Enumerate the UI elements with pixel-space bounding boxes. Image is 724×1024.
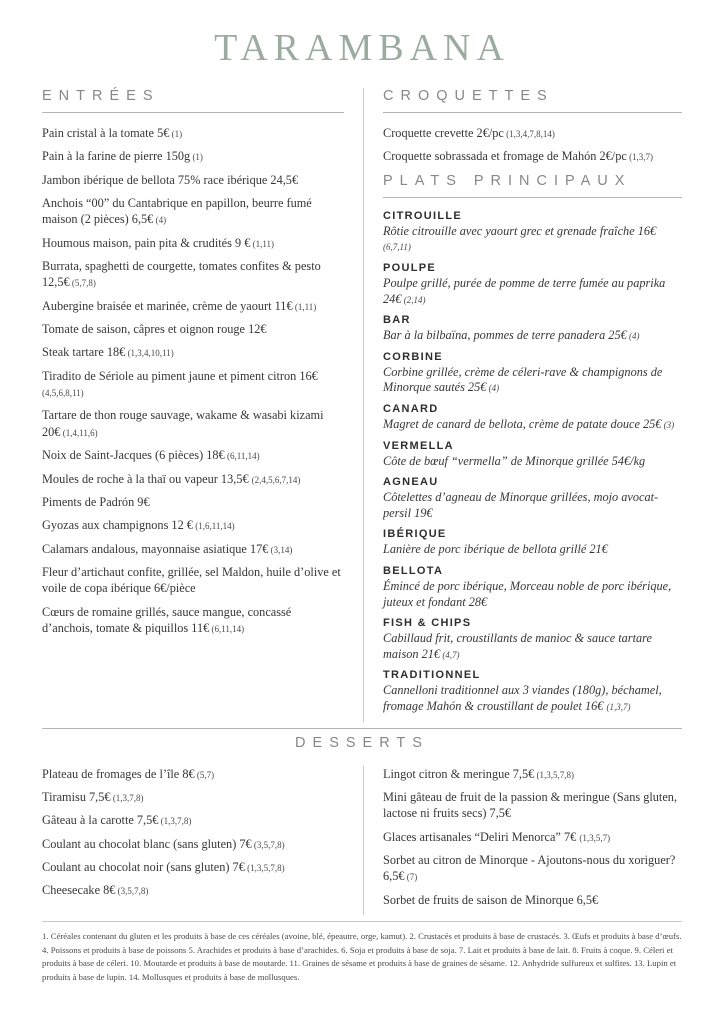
menu-item-text: Coulant au chocolat blanc (sans gluten) 7€ bbox=[42, 836, 252, 851]
plat-description bbox=[383, 276, 682, 307]
allergen-footnotes: 1. Céréales contenant du gluten et les produits à base de ces céréales (avoine, blé, épeautre, orge, kamut). 2. Crustacés et produits à base de crustacés. 3. Œufs et produits à base d’œufs. 4. Poissons et produits à base de poissons 5. Arachides et produits à base d’arachides. 6. Soja et produits à base de soja. 7. Lait et produits à base de lait. 8. Fruits à coque. 9. Céleri et produits à base de céleri. 10. Moutarde et produits à base de moutarde. 11. Graines de sésame et produits à base de graines de sésame. 12. Anhydride sulfureux et sulfites. 13. Lupin et produits à base de lupin. 14. Mollusques et produits à base de mollusques. bbox=[42, 931, 682, 982]
plat-description bbox=[383, 683, 682, 714]
allergen-codes: (1) bbox=[190, 152, 203, 163]
plat-name: BAR bbox=[383, 314, 411, 327]
menu-item bbox=[383, 125, 682, 141]
menu-item bbox=[42, 564, 344, 597]
menu-item bbox=[383, 852, 682, 885]
menu-item-text: Burrata, spaghetti de courgette, tomates confites & pesto 12,5€ bbox=[42, 259, 321, 290]
allergen-codes: (1,6,11,14) bbox=[192, 521, 235, 532]
plat-name: AGNEAU bbox=[383, 476, 439, 489]
plats-items-list bbox=[383, 210, 682, 715]
allergen-codes: (3,5,7,8) bbox=[115, 886, 149, 897]
menu-item-text: Jambon ibérique de bellota 75% race ibérique 24,5€ bbox=[42, 172, 299, 187]
menu-main bbox=[42, 88, 682, 722]
plats-principaux-section bbox=[383, 173, 682, 715]
plat-desc-text: Magret de canard de bellota, crème de patate douce 25€ bbox=[383, 416, 662, 431]
desserts-header bbox=[42, 734, 682, 752]
plat-item bbox=[383, 565, 682, 610]
allergen-codes: (1,3,7) bbox=[626, 152, 654, 163]
allergen-codes: (1,11) bbox=[292, 301, 317, 312]
menu-item bbox=[42, 517, 344, 533]
plat-name: BELLOTA bbox=[383, 565, 444, 577]
menu-item bbox=[42, 258, 344, 291]
menu-item bbox=[42, 172, 344, 188]
croquettes-underline bbox=[383, 112, 682, 113]
allergen-codes: (5,7,8) bbox=[69, 278, 96, 289]
menu-item bbox=[383, 892, 682, 908]
desserts-column-divider bbox=[363, 766, 364, 915]
plat-item bbox=[383, 351, 682, 396]
plat-desc-text: Corbine grillée, crème de céleri-rave & champignons de Minorque sautés 25€ bbox=[383, 364, 663, 395]
menu-item bbox=[42, 344, 344, 360]
menu-item bbox=[42, 882, 344, 898]
menu-item-text: Croquette sobrassada et fromage de Mahón 2€/pc bbox=[383, 149, 627, 164]
menu-item bbox=[42, 407, 344, 440]
plat-desc-text: Côtelettes d’agneau de Minorque grillées, mojo avocat-persil 19€ bbox=[383, 490, 659, 520]
menu-item-text: Calamars andalous, mayonnaise asiatique 17€ bbox=[42, 541, 269, 556]
plat-name: CITROUILLE bbox=[383, 209, 462, 222]
menu-item-text: Anchois “00” du Cantabrique en papillon, beurre fumé maison (2 pièces) 6,5€ bbox=[42, 196, 312, 227]
plat-item bbox=[383, 440, 682, 470]
entrees-title: ENTRÉES bbox=[42, 88, 160, 104]
plat-name: CANARD bbox=[383, 402, 439, 415]
plat-description bbox=[383, 224, 682, 255]
menu-item bbox=[42, 321, 344, 337]
menu-item bbox=[42, 368, 344, 401]
menu-item-text: Steak tartare 18€ bbox=[42, 345, 126, 360]
allergen-codes: (2,4,5,6,7,14) bbox=[251, 474, 301, 485]
plat-description bbox=[383, 417, 682, 433]
menu-item bbox=[42, 148, 344, 164]
menu-item-text: Cœurs de romaine grillés, sauce mangue, concassé d’anchois, tomate & piquillos 11€ bbox=[42, 604, 292, 635]
allergen-codes: (4) bbox=[486, 383, 500, 394]
desserts-left-list bbox=[42, 766, 344, 915]
croquettes-section bbox=[383, 88, 682, 165]
plat-description bbox=[383, 631, 682, 662]
allergen-codes: (4,7) bbox=[440, 649, 460, 660]
entrees-underline bbox=[42, 112, 344, 113]
plats-underline bbox=[383, 197, 682, 198]
menu-item-text: Mini gâteau de fruit de la passion & meringue (Sans gluten, lactose ni fruits secs) 7,5€ bbox=[383, 790, 678, 821]
allergen-codes: (1,3,5,7) bbox=[579, 832, 611, 843]
allergen-codes: (1) bbox=[169, 129, 183, 139]
menu-item bbox=[42, 859, 344, 875]
menu-item-text: Lingot citron & meringue 7,5€ bbox=[383, 766, 535, 781]
menu-item-text: Coulant au chocolat noir (sans gluten) 7€ bbox=[42, 860, 245, 875]
menu-item bbox=[42, 836, 344, 852]
plat-name: VERMELLA bbox=[383, 439, 454, 452]
allergen-codes: (4,5,6,8,11) bbox=[42, 388, 84, 399]
menu-item-text: Piments de Padrón 9€ bbox=[42, 494, 150, 509]
menu-item bbox=[42, 812, 344, 828]
plat-desc-text: Rôtie citrouille avec yaourt grec et grenade fraîche 16€ bbox=[383, 223, 657, 238]
allergen-codes: (6,7,11) bbox=[383, 242, 411, 253]
allergen-codes: (1,3,7,8) bbox=[110, 793, 144, 803]
menu-item bbox=[42, 298, 344, 314]
menu-item-text: Tiradito de Sériole au piment jaune et piment citron 16€ bbox=[42, 368, 318, 383]
allergen-codes: (1,3,5,7,8) bbox=[534, 769, 575, 780]
plat-item bbox=[383, 262, 682, 307]
plat-item bbox=[383, 617, 682, 662]
menu-item bbox=[42, 494, 344, 510]
allergen-codes: (6,11,14) bbox=[209, 623, 245, 634]
allergen-codes: (3,5,7,8) bbox=[251, 839, 285, 850]
allergen-codes: (4) bbox=[626, 331, 640, 342]
entrees-items-list bbox=[42, 125, 344, 636]
menu-item bbox=[383, 829, 682, 845]
menu-item bbox=[42, 541, 344, 557]
menu-item-text: Glaces artisanales “Deliri Menorca” 7€ bbox=[383, 829, 580, 844]
allergen-codes: (1,3,4,7,8,14) bbox=[503, 129, 555, 139]
plat-description bbox=[383, 579, 682, 610]
plats-title: PLATS PRINCIPAUX bbox=[383, 172, 632, 189]
plat-desc-text: Émincé de porc ibérique, Morceau noble de porc ibérique, juteux et fondant 28€ bbox=[383, 579, 672, 609]
menu-item-text: Sorbet de fruits de saison de Minorque 6,5€ bbox=[383, 892, 599, 907]
restaurant-logo: TARAMBANA bbox=[214, 27, 510, 69]
menu-item-text: Cheesecake 8€ bbox=[42, 883, 116, 898]
menu-item-text: Tomate de saison, câpres et oignon rouge 12€ bbox=[42, 322, 267, 337]
menu-item bbox=[42, 125, 344, 141]
menu-item bbox=[42, 195, 344, 228]
plat-desc-text: Côte de bœuf “vermella” de Minorque grillée 54€/kg bbox=[383, 453, 646, 468]
menu-item bbox=[42, 447, 344, 463]
plat-description bbox=[383, 328, 682, 344]
menu-item-text: Pain cristal à la tomate 5€ bbox=[42, 126, 170, 140]
desserts-section bbox=[42, 766, 682, 915]
menu-item-text: Moules de roche à la thaï ou vapeur 13,5€ bbox=[42, 471, 252, 486]
menu-item-text: Croquette crevette 2€/pc bbox=[383, 126, 504, 140]
allergen-codes: (7) bbox=[404, 872, 418, 883]
plat-description bbox=[383, 490, 682, 521]
croquettes-items-list bbox=[383, 125, 682, 165]
menu-item-text: Tartare de thon rouge sauvage, wakame & wasabi kizami 20€ bbox=[42, 408, 324, 439]
allergen-codes: (1,3,5,7,8) bbox=[244, 863, 285, 874]
menu-item-text: Houmous maison, pain pita & crudités 9 € bbox=[42, 235, 251, 250]
menu-item-text: Tiramisu 7,5€ bbox=[42, 790, 111, 804]
plat-item bbox=[383, 476, 682, 521]
plat-name: POULPE bbox=[383, 261, 437, 274]
menu-item-text: Gâteau à la carotte 7,5€ bbox=[42, 813, 159, 828]
menu-item-text: Noix de Saint-Jacques (6 pièces) 18€ bbox=[42, 448, 225, 463]
desserts-separator-line bbox=[42, 728, 682, 729]
menu-item bbox=[42, 604, 344, 637]
menu-item-text: Plateau de fromages de l’île 8€ bbox=[42, 766, 195, 781]
croquettes-title: CROQUETTES bbox=[383, 88, 554, 104]
menu-item-text: Sorbet au citron de Minorque - Ajoutons-nous du xoriguer? 6,5€ bbox=[383, 853, 676, 884]
plat-desc-text: Lanière de porc ibérique de bellota grillé 21€ bbox=[383, 542, 608, 557]
footnotes-separator-line bbox=[42, 921, 682, 922]
allergen-codes: (1,3,4,10,11) bbox=[125, 348, 174, 359]
menu-item bbox=[383, 148, 682, 164]
allergen-codes: (1,3,7) bbox=[606, 702, 631, 713]
allergen-codes: (1,4,11,6) bbox=[60, 427, 98, 438]
menu-item bbox=[383, 789, 682, 822]
right-column bbox=[383, 88, 682, 722]
allergen-codes: (5,7) bbox=[194, 769, 215, 780]
menu-item bbox=[383, 766, 682, 782]
desserts-title: DESSERTS bbox=[295, 734, 429, 751]
menu-item bbox=[42, 789, 344, 805]
plat-desc-text: Bar à la bilbaïna, pommes de terre panadera 25€ bbox=[383, 328, 627, 343]
allergen-codes: (4) bbox=[153, 215, 167, 226]
menu-item-text: Pain à la farine de pierre 150g bbox=[42, 149, 191, 164]
plat-description bbox=[383, 454, 682, 470]
plat-desc-text: Cabillaud frit, croustillants de manioc & sauce tartare maison 21€ bbox=[383, 631, 652, 661]
allergen-codes: (3,14) bbox=[268, 544, 293, 555]
plat-name: CORBINE bbox=[383, 350, 443, 363]
allergen-codes: (2,14) bbox=[401, 294, 426, 305]
menu-item bbox=[42, 766, 344, 782]
menu-item-text: Aubergine braisée et marinée, crème de yaourt 11€ bbox=[42, 298, 293, 313]
plat-name: TRADITIONNEL bbox=[383, 669, 481, 682]
desserts-right-list bbox=[383, 766, 682, 915]
plat-desc-text: Cannelloni traditionnel aux 3 viandes (180g), béchamel, fromage Mahón & croustillant de poulet 16€ bbox=[383, 683, 662, 714]
allergen-codes: (1,3,7,8) bbox=[158, 816, 192, 827]
allergen-codes: (1,11) bbox=[250, 238, 275, 249]
menu-item bbox=[42, 471, 344, 487]
allergen-codes: (6,11,14) bbox=[224, 451, 260, 462]
entrees-section bbox=[42, 88, 344, 722]
plat-name: IBÉRIQUE bbox=[383, 528, 447, 541]
plat-description bbox=[383, 365, 682, 396]
column-divider bbox=[363, 88, 364, 722]
plat-description bbox=[383, 542, 682, 558]
plat-desc-text: Poulpe grillé, purée de pomme de terre fumée au paprika 24€ bbox=[383, 275, 666, 306]
plat-item bbox=[383, 403, 682, 433]
allergen-codes: (3) bbox=[661, 419, 675, 430]
menu-item-text: Fleur d’artichaut confite, grillée, sel Maldon, huile d’olive et voile de copa ibérique 6€/pièce bbox=[42, 564, 341, 596]
plat-item bbox=[383, 669, 682, 714]
plat-item bbox=[383, 528, 682, 558]
menu-item-text: Gyozas aux champignons 12 € bbox=[42, 518, 193, 533]
menu-item bbox=[42, 235, 344, 251]
plat-item bbox=[383, 210, 682, 255]
plat-name: FISH & CHIPS bbox=[383, 617, 472, 630]
plat-item bbox=[383, 314, 682, 344]
